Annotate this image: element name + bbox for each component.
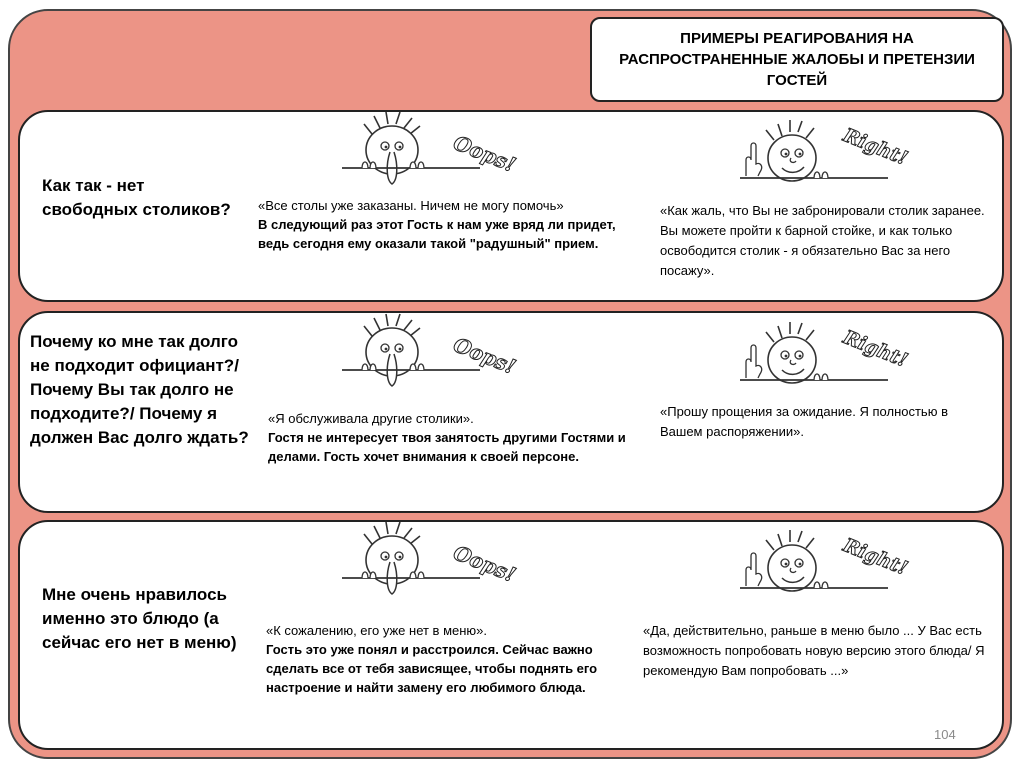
right-illustration [738, 526, 911, 606]
wrong-comment: В следующий раз этот Гость к нам уже вряд ли придет, ведь сегодня ему оказали такой "радушный" прием. [258, 217, 616, 251]
oops-word: Oops! [450, 130, 520, 177]
right-response: «Как жаль, что Вы не забронировали столик заранее. Вы можете пройти к барной стойке, и как только освободится столик - я обязательно Вас за него посажу». [660, 203, 985, 278]
right-response: «Прошу прощения за ожидание. Я полностью в Вашем распоряжении». [660, 404, 948, 439]
oops-illustration [340, 518, 520, 614]
complaint-question: Как так - нет свободных столиков? [42, 176, 231, 219]
wrong-response [258, 196, 638, 253]
oops-illustration [340, 108, 520, 200]
right-word: Right! [840, 124, 911, 170]
page-title [590, 17, 1004, 102]
page-number: 104 [934, 727, 956, 742]
right-word: Right! [840, 326, 911, 372]
complaint-question: Почему ко мне так долго не подходит официант?/ Почему Вы так долго не подходите?/ Почему я должен Вас долго ждать? [30, 332, 249, 447]
wrong-quote: «К сожалению, его уже нет в меню». [266, 623, 488, 638]
wrong-response [266, 621, 638, 697]
right-illustration [738, 318, 911, 398]
wrong-quote: «Все столы уже заказаны. Ничем не могу помочь» [258, 198, 564, 213]
wrong-comment: Гость это уже понял и расстроился. Сейчас важно сделать все от тебя зависящее, чтобы поднять его настроение и найти замену его любимого блюда. [266, 642, 598, 695]
oops-word: Oops! [450, 540, 520, 587]
page-title-text: ПРИМЕРЫ РЕАГИРОВАНИЯ НА РАСПРОСТРАНЕННЫЕ ЖАЛОБЫ И ПРЕТЕНЗИИ ГОСТЕЙ [619, 30, 975, 89]
oops-illustration [340, 310, 520, 402]
oops-word: Oops! [450, 332, 520, 379]
right-word: Right! [840, 534, 911, 580]
right-response: «Да, действительно, раньше в меню было ... У Вас есть возможность попробовать новую версию этого блюда/ Я рекомендую Вам попробовать ...» [643, 623, 985, 678]
right-illustration [738, 116, 911, 196]
complaint-question: Мне очень нравилось именно это блюдо (а сейчас его нет в меню) [42, 585, 237, 652]
wrong-quote: «Я обслуживала другие столики». [268, 411, 474, 426]
wrong-comment: Гостя не интересует твоя занятость другими Гостями и делами. Гость хочет внимания к своей персоне. [268, 430, 626, 464]
wrong-response [268, 409, 638, 466]
